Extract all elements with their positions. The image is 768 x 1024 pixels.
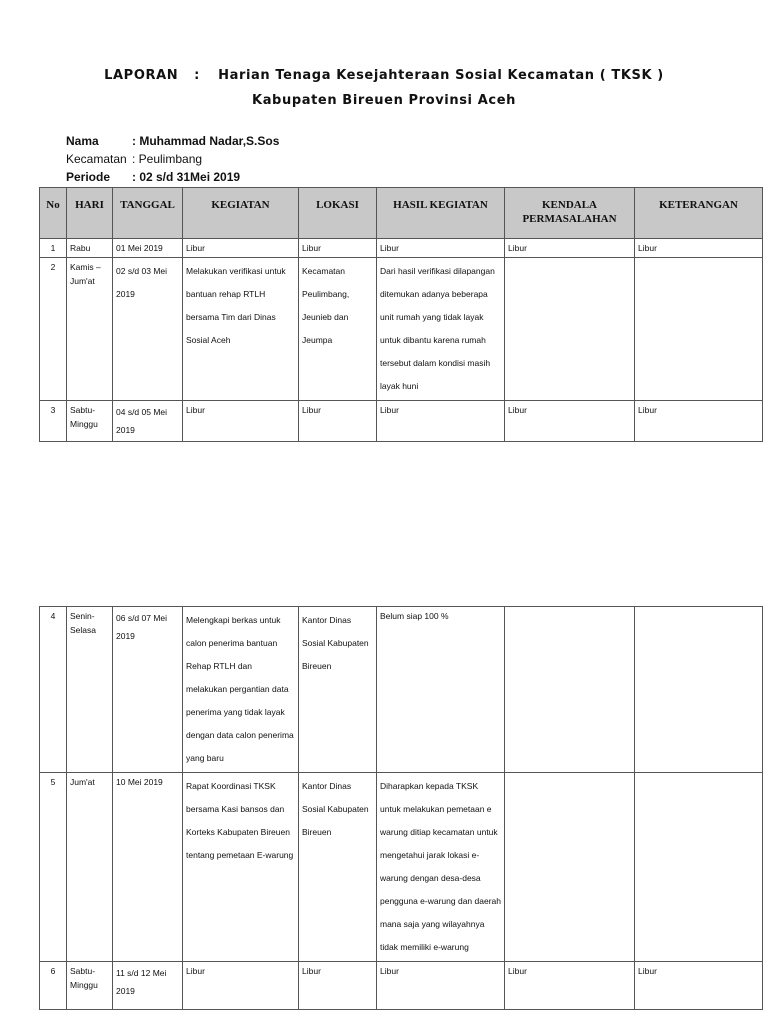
cell-no: 1 — [40, 239, 67, 258]
cell-no: 4 — [40, 607, 67, 773]
cell-hari: Sabtu-Minggu — [67, 401, 113, 442]
header-tanggal: TANGGAL — [113, 188, 183, 239]
cell-keterangan — [635, 258, 763, 401]
table-row — [40, 239, 763, 258]
cell-no: 3 — [40, 401, 67, 442]
info-periode — [66, 170, 240, 184]
cell-kendala: Libur — [505, 239, 635, 258]
cell-lokasi: Kecamatan Peulimbang, Jeunieb dan Jeumpa — [299, 258, 377, 401]
cell-hari: Kamis – Jum'at — [67, 258, 113, 401]
kecamatan-value: : Peulimbang — [132, 152, 203, 166]
cell-lokasi: Libur — [299, 401, 377, 442]
periode-label: Periode — [66, 170, 111, 184]
cell-kegiatan: Melengkapi berkas untuk calon penerima bantuan Rehap RTLH dan melakukan pergantian data penerima yang tidak layak dengan data calon penerima yang baru — [183, 607, 299, 773]
cell-keterangan — [635, 773, 763, 962]
header-hari: HARI — [67, 188, 113, 239]
report-label: LAPORAN — [104, 68, 179, 83]
cell-lokasi: Libur — [299, 962, 377, 1010]
cell-kegiatan: Libur — [183, 401, 299, 442]
cell-keterangan: Libur — [635, 962, 763, 1010]
header-kegiatan: KEGIATAN — [183, 188, 299, 239]
header-kendala-permasalahan: KENDALA PERMASALAHAN — [505, 188, 635, 239]
cell-keterangan: Libur — [635, 401, 763, 442]
cell-hasil: Libur — [377, 962, 505, 1010]
cell-hari: Sabtu-Minggu — [67, 962, 113, 1010]
cell-kegiatan: Melakukan verifikasi untuk bantuan rehap RTLH bersama Tim dari Dinas Sosial Aceh — [183, 258, 299, 401]
cell-kendala: Libur — [505, 401, 635, 442]
cell-tanggal: 04 s/d 05 Mei 2019 — [113, 401, 183, 442]
table-row — [40, 401, 763, 442]
cell-keterangan: Libur — [635, 239, 763, 258]
cell-tanggal: 10 Mei 2019 — [113, 773, 183, 962]
header-lokasi: LOKASI — [299, 188, 377, 239]
report-title-line-2: Kabupaten Bireuen Provinsi Aceh — [252, 93, 516, 108]
cell-tanggal: 11 s/d 12 Mei 2019 — [113, 962, 183, 1010]
report-colon: : — [194, 68, 200, 83]
cell-kendala — [505, 258, 635, 401]
info-nama — [66, 134, 279, 148]
table-row — [40, 962, 763, 1010]
cell-hasil: Libur — [377, 239, 505, 258]
cell-hari: Rabu — [67, 239, 113, 258]
cell-no: 5 — [40, 773, 67, 962]
header-no: No — [40, 188, 67, 239]
cell-lokasi: Kantor Dinas Sosial Kabupaten Bireuen — [299, 607, 377, 773]
cell-tanggal: 02 s/d 03 Mei 2019 — [113, 258, 183, 401]
report-table-page-2 — [39, 606, 763, 1010]
cell-hasil: Libur — [377, 401, 505, 442]
nama-label: Nama — [66, 134, 99, 148]
cell-kegiatan: Rapat Koordinasi TKSK bersama Kasi bansos dan Korteks Kabupaten Bireuen tentang pemetaan E-warung — [183, 773, 299, 962]
cell-kegiatan: Libur — [183, 962, 299, 1010]
cell-kegiatan: Libur — [183, 239, 299, 258]
cell-kendala: Libur — [505, 962, 635, 1010]
table-row — [40, 258, 763, 401]
table-row — [40, 773, 763, 962]
cell-no: 6 — [40, 962, 67, 1010]
info-kecamatan — [66, 152, 202, 166]
report-table-page-1 — [39, 187, 763, 442]
cell-no: 2 — [40, 258, 67, 401]
cell-hasil: Diharapkan kepada TKSK untuk melakukan pemetaan e warung ditiap kecamatan untuk mengetahui jarak lokasi e-warung dengan desa-desa pengguna e-warung dan daerah mana saja yang wilayahnya tidak memiliki e-warung — [377, 773, 505, 962]
cell-kendala — [505, 773, 635, 962]
nama-value: : Muhammad Nadar,S.Sos — [132, 134, 280, 148]
cell-tanggal: 01 Mei 2019 — [113, 239, 183, 258]
report-title-text: Harian Tenaga Kesejahteraan Sosial Kecamatan ( TKSK ) — [218, 68, 664, 83]
header-hasil-kegiatan: HASIL KEGIATAN — [377, 188, 505, 239]
header-keterangan: KETERANGAN — [635, 188, 763, 239]
cell-hasil: Dari hasil verifikasi dilapangan ditemukan adanya beberapa unit rumah yang tidak layak untuk dibantu karena rumah tersebut dalam kondisi masih layak huni — [377, 258, 505, 401]
cell-tanggal: 06 s/d 07 Mei 2019 — [113, 607, 183, 773]
report-title-line-1 — [0, 68, 768, 83]
periode-value: : 02 s/d 31Mei 2019 — [132, 170, 241, 184]
cell-hasil: Belum siap 100 % — [377, 607, 505, 773]
kecamatan-label: Kecamatan — [66, 152, 127, 166]
cell-keterangan — [635, 607, 763, 773]
cell-lokasi: Libur — [299, 239, 377, 258]
table-row — [40, 607, 763, 773]
cell-kendala — [505, 607, 635, 773]
cell-hari: Senin-Selasa — [67, 607, 113, 773]
cell-hari: Jum'at — [67, 773, 113, 962]
cell-lokasi: Kantor Dinas Sosial Kabupaten Bireuen — [299, 773, 377, 962]
